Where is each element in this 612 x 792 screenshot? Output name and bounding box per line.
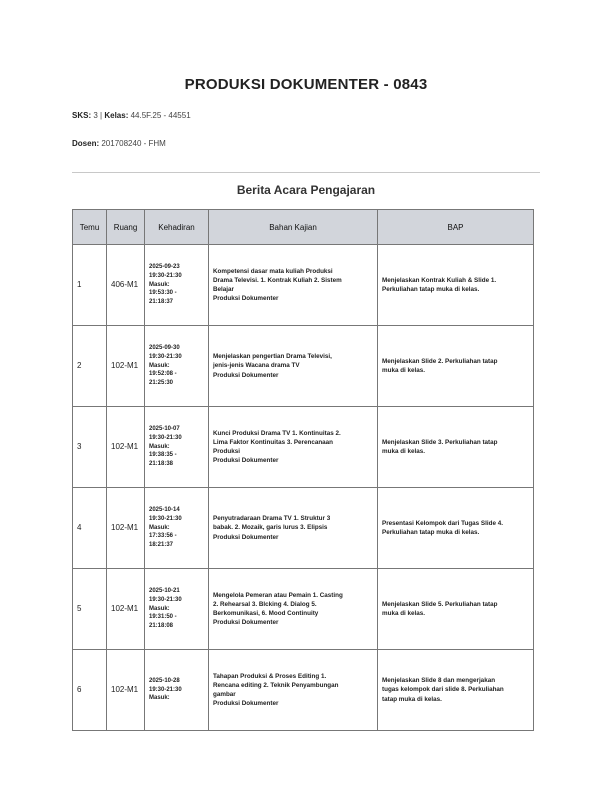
cell-line: 21:18:08 xyxy=(149,623,174,630)
cell-line: 19:53:30 - xyxy=(149,290,177,297)
divider xyxy=(72,172,540,173)
cell-line: 19:31:50 - xyxy=(149,614,177,621)
sks-label: SKS: xyxy=(72,111,92,120)
temu-cell: 6 xyxy=(73,650,107,731)
column-header-kehadiran: Kehadiran xyxy=(145,210,209,245)
ruang-cell: 102-M1 xyxy=(107,407,145,488)
cell-line: Produksi Dokumenter xyxy=(213,371,279,379)
cell-line: Menjelaskan Slide 3. Perkuliahan tatap xyxy=(382,438,498,446)
dosen-value: 201708240 - FHM xyxy=(101,139,166,148)
cell-line: Perkuliahan tatap muka di kelas. xyxy=(382,286,480,293)
temu-cell: 4 xyxy=(73,488,107,569)
cell-line: 19:52:08 - xyxy=(149,371,177,378)
kelas-value: 44.5F.25 - 44551 xyxy=(130,111,191,120)
cell-line: Masuk: xyxy=(149,605,170,612)
ruang-cell: 102-M1 xyxy=(107,569,145,650)
cell-line: 18:21:37 xyxy=(149,542,174,549)
cell-line: Menjelaskan Slide 2. Perkuliahan tatap xyxy=(382,357,498,365)
cell-line: Produksi Dokumenter xyxy=(213,700,279,708)
cell-line: tugas kelompok dari slide 8. Perkuliahan xyxy=(382,686,504,694)
cell-line: 17:33:56 - xyxy=(149,533,177,540)
column-header-temu: Temu xyxy=(73,210,107,245)
cell-line: Produksi Dokumenter xyxy=(213,619,279,627)
cell-line: 19:30-21:30 xyxy=(149,272,182,279)
cell-line: Produksi Dokumenter xyxy=(213,533,279,541)
cell-line: Rencana editing 2. Teknik Penyambungan xyxy=(213,681,339,689)
kelas-label: Kelas: xyxy=(104,111,129,120)
cell-line: Drama Televisi. 1. Kontrak Kuliah 2. Sistem xyxy=(213,276,342,284)
table-row xyxy=(73,407,534,488)
cell-line: Masuk: xyxy=(149,362,170,369)
cell-line: 19:30-21:30 xyxy=(149,434,182,441)
cell-line: Masuk: xyxy=(149,281,170,288)
cell-line: Produksi Dokumenter xyxy=(213,457,279,465)
cell-line: muka di kelas. xyxy=(382,367,426,374)
cell-line: 2025-09-30 xyxy=(149,345,180,352)
cell-line: 2025-09-23 xyxy=(149,264,180,271)
cell-line: 2025-10-14 xyxy=(149,507,180,514)
cell-line: 19:30-21:30 xyxy=(149,686,182,693)
ruang-cell: 102-M1 xyxy=(107,650,145,731)
cell-line: Produksi Dokumenter xyxy=(213,295,279,303)
cell-line: Lima Faktor Kontinuitas 3. Perencanaan xyxy=(213,438,334,446)
meta-separator: | xyxy=(100,111,103,120)
temu-cell: 2 xyxy=(73,326,107,407)
dosen-label: Dosen: xyxy=(72,139,100,148)
kehadiran-cell xyxy=(145,326,209,407)
column-header-ruang: Ruang xyxy=(107,210,145,245)
cell-line: 19:38:35 - xyxy=(149,452,177,459)
cell-line: Mengelola Pemeran atau Pemain 1. Casting xyxy=(213,591,343,599)
temu-cell: 5 xyxy=(73,569,107,650)
kehadiran-cell xyxy=(145,569,209,650)
bap-cell xyxy=(378,569,534,650)
cell-line: 21:25:30 xyxy=(149,380,174,387)
temu-cell: 3 xyxy=(73,407,107,488)
bap-cell xyxy=(378,245,534,326)
cell-line: Perkuliahan tatap muka di kelas. xyxy=(382,529,480,536)
ruang-cell: 102-M1 xyxy=(107,326,145,407)
cell-line: Menjelaskan Kontrak Kuliah & Slide 1. xyxy=(382,276,497,284)
cell-line: Kunci Produksi Drama TV 1. Kontinuitas 2. xyxy=(213,429,341,437)
column-header-bap: BAP xyxy=(378,210,534,245)
bahan-kajian-cell xyxy=(209,407,378,488)
column-header-bahan-kajian: Bahan Kajian xyxy=(209,210,378,245)
ruang-cell: 406-M1 xyxy=(107,245,145,326)
cell-line: Belajar xyxy=(213,286,235,293)
cell-line: Menjelaskan Slide 8 dan mengerjakan xyxy=(382,677,496,685)
cell-line: Penyutradaraan Drama TV 1. Struktur 3 xyxy=(213,515,331,523)
kehadiran-cell xyxy=(145,245,209,326)
table-row xyxy=(73,326,534,407)
cell-line: muka di kelas. xyxy=(382,610,426,617)
cell-line: Produksi xyxy=(213,448,240,455)
temu-cell: 1 xyxy=(73,245,107,326)
bap-cell xyxy=(378,407,534,488)
lecturer-meta-line xyxy=(72,139,166,148)
cell-line: 2. Rehearsal 3. Blcking 4. Dialog 5. xyxy=(213,600,317,608)
cell-line: 19:30-21:30 xyxy=(149,515,182,522)
table-row xyxy=(73,245,534,326)
cell-line: 21:18:38 xyxy=(149,461,174,468)
kehadiran-cell xyxy=(145,407,209,488)
cell-line: 2025-10-21 xyxy=(149,588,180,595)
cell-line: muka di kelas. xyxy=(382,448,426,455)
cell-line: 2025-10-07 xyxy=(149,426,180,433)
cell-line: jenis-jenis Wacana drama TV xyxy=(213,362,300,370)
table-row xyxy=(73,650,534,731)
bahan-kajian-cell xyxy=(209,245,378,326)
cell-line: babak. 2. Mozaik, garis lurus 3. Elipsis xyxy=(213,524,328,532)
bap-cell xyxy=(378,326,534,407)
cell-line: Berkomunikasi, 6. Mood Continuity xyxy=(213,610,319,617)
cell-line: Masuk: xyxy=(149,524,170,531)
section-title: Berita Acara Pengajaran xyxy=(236,183,376,197)
sks-value: 3 xyxy=(93,111,98,120)
cell-line: tatap muka di kelas. xyxy=(382,695,442,703)
kehadiran-cell xyxy=(145,650,209,731)
page-title: PRODUKSI DOKUMENTER - 0843 xyxy=(184,76,428,93)
cell-line: 19:30-21:30 xyxy=(149,596,182,603)
cell-line: Tahapan Produksi & Proses Editing 1. xyxy=(213,672,327,680)
cell-line: Menjelaskan pengertian Drama Televisi, xyxy=(213,353,332,361)
cell-line: 19:30-21:30 xyxy=(149,353,182,360)
cell-line: Masuk: xyxy=(149,695,170,702)
table-row xyxy=(73,488,534,569)
kehadiran-cell xyxy=(145,488,209,569)
cell-line: Presentasi Kelompok dari Tugas Slide 4. xyxy=(382,519,503,527)
bahan-kajian-cell xyxy=(209,488,378,569)
cell-line: 21:18:37 xyxy=(149,299,174,306)
ruang-cell: 102-M1 xyxy=(107,488,145,569)
table-row xyxy=(73,569,534,650)
bahan-kajian-cell xyxy=(209,569,378,650)
cell-line: gambar xyxy=(213,691,236,698)
bap-cell xyxy=(378,650,534,731)
bahan-kajian-cell xyxy=(209,326,378,407)
teaching-record-table xyxy=(72,209,534,731)
bahan-kajian-cell xyxy=(209,650,378,731)
cell-line: Menjelaskan Slide 5. Perkuliahan tatap xyxy=(382,600,498,608)
cell-line: Kompetensi dasar mata kuliah Produksi xyxy=(213,267,333,275)
bap-cell xyxy=(378,488,534,569)
table-header-row xyxy=(73,210,534,245)
course-meta-line xyxy=(72,111,191,120)
cell-line: Masuk: xyxy=(149,443,170,450)
cell-line: 2025-10-28 xyxy=(149,677,180,684)
